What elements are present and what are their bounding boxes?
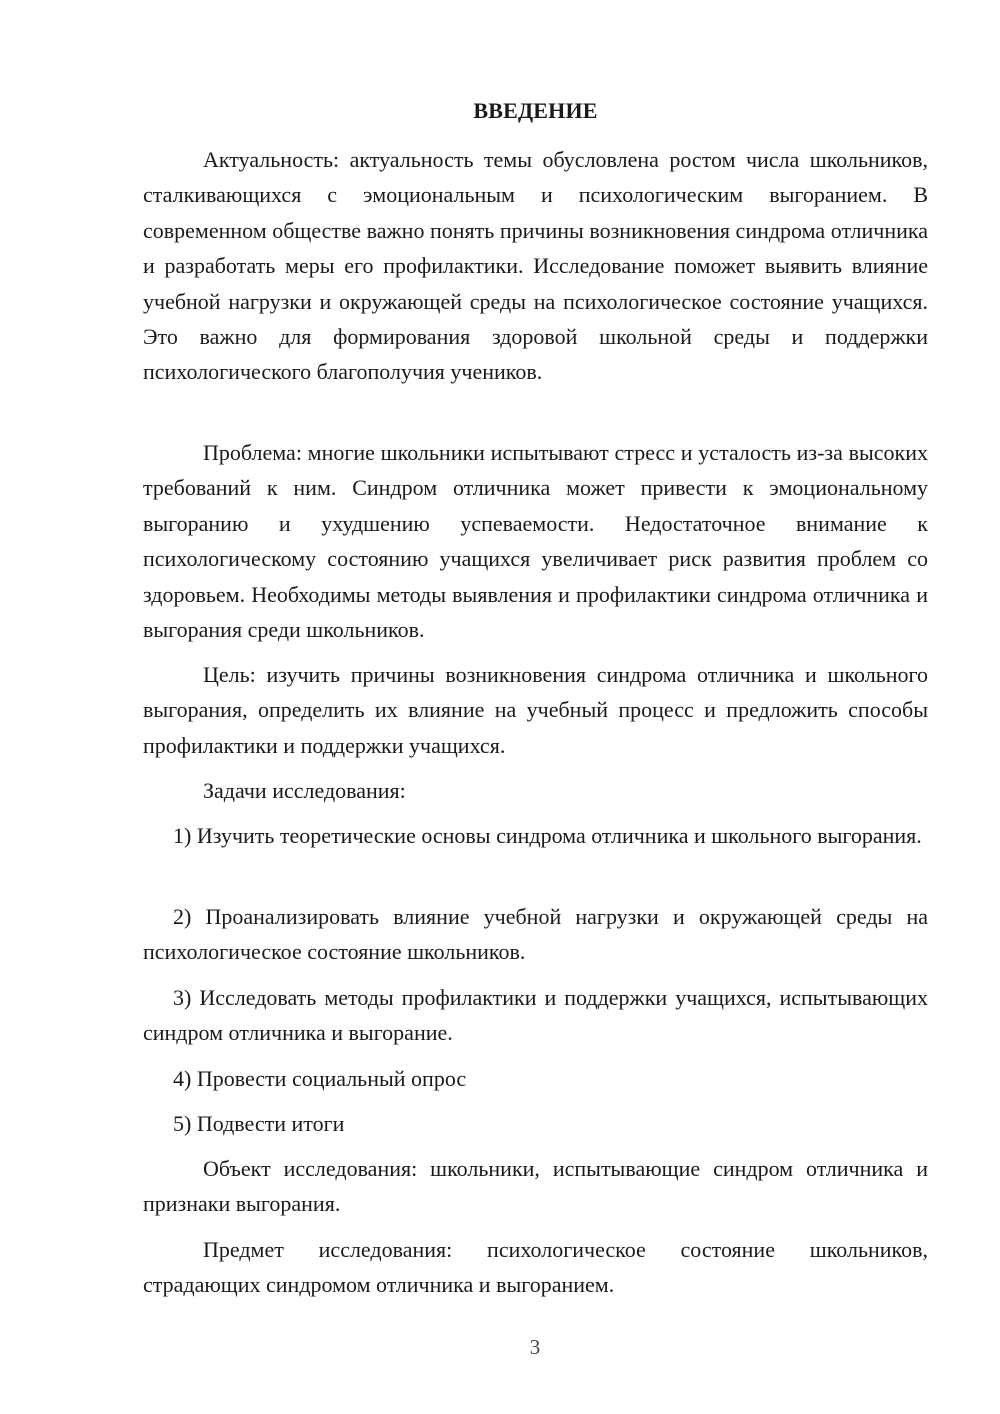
task-item-2: 2) Проанализировать влияние учебной нагрузки и окружающей среды на психологическое состояние школьников. [143,904,928,965]
tasks-heading: Задачи исследования: [203,778,406,803]
subject-paragraph: Предмет исследования: психологическое состояние школьников, страдающих синдромом отличника и выгоранием. [143,1237,928,1298]
task-item-5: 5) Подвести итоги [173,1111,345,1136]
task-item-1: 1) Изучить теоретические основы синдрома отличника и школьного выгорания. [173,823,922,848]
task-item-3: 3) Исследовать методы профилактики и поддержки учащихся, испытывающих синдром отличника и выгорание. [143,985,928,1046]
problem-paragraph: Проблема: многие школьники испытывают стресс и усталость из-за высоких требований к ним. Синдром отличника может привести к эмоциональному выгоранию и ухудшению успеваемости. Недостаточное внимание к психологическому состоянию учащихся увеличивает риск развития проблем со здоровьем. Необходимы методы выявления и профилактики синдрома отличника и выгорания среди школьников. [143,440,928,643]
goal-paragraph: Цель: изучить причины возникновения синдрома отличника и школьного выгорания, определить их влияние на учебный процесс и предложить способы профилактики и поддержки учащихся. [143,662,928,758]
page-number: 3 [529,1335,541,1359]
task-item-4: 4) Провести социальный опрос [173,1066,467,1091]
relevance-paragraph: Актуальность: актуальность темы обусловлена ростом числа школьников, сталкивающихся с эмоциональным и психологическим выгоранием. В современном обществе важно понять причины возникновения синдрома отличника и разработать меры его профилактики. Исследование поможет выявить влияние учебной нагрузки и окружающей среды на психологическое состояние учащихся. Это важно для формирования здоровой школьной среды и поддержки психологического благополучия учеников. [143,147,928,385]
object-paragraph: Объект исследования: школьники, испытывающие синдром отличника и признаки выгорания. [143,1156,928,1217]
section-title: ВВЕДЕНИЕ [473,98,598,123]
